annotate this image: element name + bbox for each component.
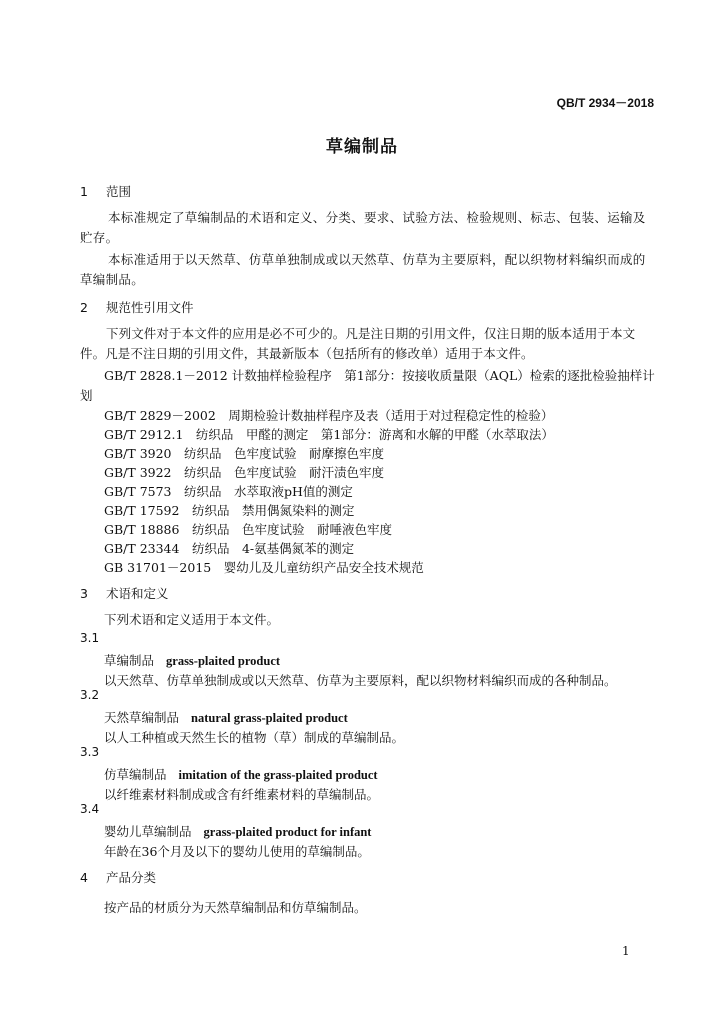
term-chinese: 仿草编制品 xyxy=(104,767,167,782)
term-chinese: 天然草编制品 xyxy=(104,710,180,725)
term-english: natural grass-plaited product xyxy=(191,711,348,725)
term-english: imitation of the grass-plaited product xyxy=(178,768,378,782)
term-heading xyxy=(104,651,280,669)
reference-item: GB/T 2829－2002 周期检验计数抽样程序及表（适用于对过程稳定性的检验） xyxy=(104,408,554,423)
reference-item: GB/T 18886 纺织品 色牢度试验 耐唾液色牢度 xyxy=(104,522,392,537)
reference-item: GB 31701－2015 婴幼儿及儿童纺织产品安全技术规范 xyxy=(104,560,424,575)
term-heading xyxy=(104,708,348,726)
term-definition: 年龄在36个月及以下的婴幼儿使用的草编制品。 xyxy=(104,844,370,859)
section-2-intro: 下列文件对于本文件的应用是必不可少的。凡是注日期的引用文件，仅注日期的版本适用于本文件。凡是不注日期的引用文件，其最新版本（包括所有的修改单）适用于本文件。 xyxy=(80,326,636,361)
section-number: 1 xyxy=(80,184,88,199)
standard-code-header: QB/T 2934－2018 xyxy=(556,96,654,110)
term-heading xyxy=(104,822,371,840)
reference-item: GB/T 2912.1 纺织品 甲醛的测定 第1部分：游离和水解的甲醛（水萃取法） xyxy=(104,427,554,442)
section-number: 2 xyxy=(80,300,88,315)
reference-item: GB/T 7573 纺织品 水萃取液pH值的测定 xyxy=(104,484,353,499)
section-title: 范围 xyxy=(105,184,131,199)
reference-item: GB/T 17592 纺织品 禁用偶氮染料的测定 xyxy=(104,503,355,518)
section-4-heading xyxy=(80,868,156,886)
term-number: 3.3 xyxy=(80,745,100,759)
term-definition: 以天然草、仿草单独制成或以天然草、仿草为主要原料，配以织物材料编织而成的各种制品。 xyxy=(104,673,617,688)
term-number: 3.2 xyxy=(80,688,100,702)
section-4-paragraph: 按产品的材质分为天然草编制品和仿草编制品。 xyxy=(104,900,367,915)
section-number: 3 xyxy=(80,586,88,601)
term-heading xyxy=(104,765,378,783)
reference-item: GB/T 2828.1－2012 计数抽样检验程序 第1部分：按接收质量限（AQL）检索的逐批检验抽样计划 xyxy=(80,368,655,403)
section-2-heading xyxy=(80,298,193,316)
term-definition: 以人工种植或天然生长的植物（草）制成的草编制品。 xyxy=(104,730,405,745)
section-1-paragraph-1: 本标准规定了草编制品的术语和定义、分类、要求、试验方法、检验规则、标志、包装、运输及贮存。 xyxy=(80,210,646,245)
term-english: grass-plaited product for infant xyxy=(203,825,372,839)
page-number: 1 xyxy=(622,944,630,958)
reference-item: GB/T 3922 纺织品 色牢度试验 耐汗渍色牢度 xyxy=(104,465,385,480)
document-title: 草编制品 xyxy=(326,137,398,157)
section-title: 产品分类 xyxy=(105,870,156,885)
section-number: 4 xyxy=(80,870,88,885)
section-3-intro: 下列术语和定义适用于本文件。 xyxy=(104,612,280,627)
term-chinese: 草编制品 xyxy=(104,653,155,668)
section-3-heading xyxy=(80,584,168,602)
term-definition: 以纤维素材料制成或含有纤维素材料的草编制品。 xyxy=(104,787,380,802)
reference-item: GB/T 3920 纺织品 色牢度试验 耐摩擦色牢度 xyxy=(104,446,385,461)
term-english: grass-plaited product xyxy=(166,654,281,668)
reference-item: GB/T 23344 纺织品 4-氨基偶氮苯的测定 xyxy=(104,541,355,556)
section-1-heading xyxy=(80,182,131,200)
section-title: 术语和定义 xyxy=(105,586,169,601)
section-1-paragraph-2: 本标准适用于以天然草、仿草单独制成或以天然草、仿草为主要原料，配以织物材料编织而成的草编制品。 xyxy=(80,252,646,287)
term-number: 3.4 xyxy=(80,802,100,816)
term-number: 3.1 xyxy=(80,631,100,645)
term-chinese: 婴幼儿草编制品 xyxy=(104,824,192,839)
section-title: 规范性引用文件 xyxy=(105,300,194,315)
